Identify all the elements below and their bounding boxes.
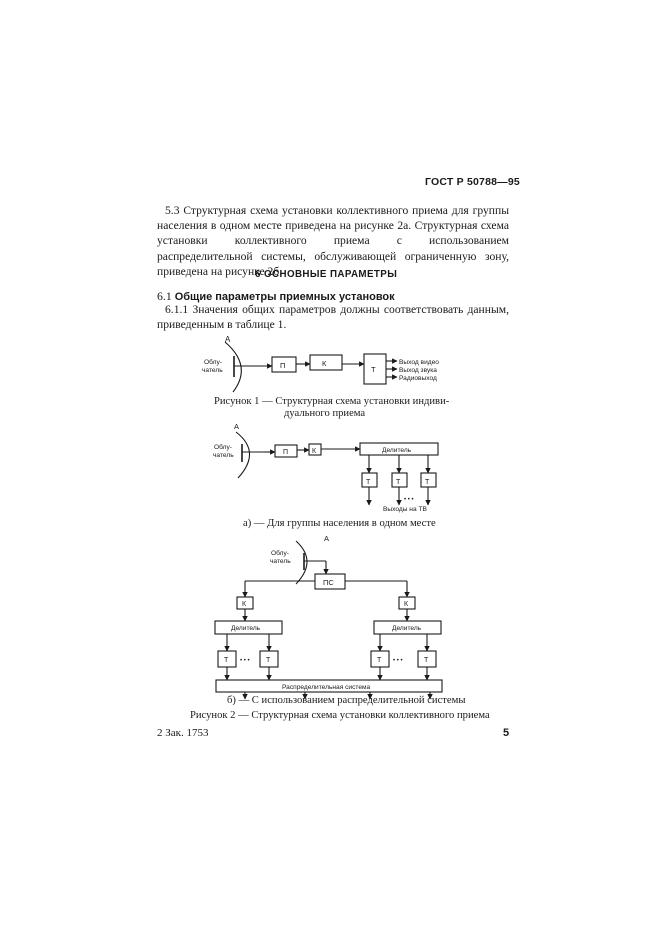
paragraph-6-1-1: 6.1.1 Значения общих параметров должны соответствовать данным, приведенным в таблице 1. — [157, 303, 509, 332]
fig2a-label-a: А — [234, 422, 240, 431]
footer-page-number: 5 — [503, 727, 510, 739]
fig1-label-p: П — [280, 361, 286, 370]
fig2b-label-t4: Т — [424, 657, 429, 664]
fig2a-label-irradiator-2: чатель — [213, 452, 234, 459]
fig2b-label-k-left: К — [242, 601, 247, 608]
fig2b-label-ps: ПС — [323, 578, 334, 587]
fig2a-label-t2: Т — [396, 479, 401, 486]
fig2b-label-t1: Т — [224, 657, 229, 664]
fig1-label-out-radio: Радиовыход — [399, 375, 437, 382]
figure-2b — [215, 541, 442, 699]
footer-order-number: 2 Зак. 1753 — [157, 727, 209, 739]
fig1-label-a: А — [225, 335, 231, 344]
fig2a-label-t1: Т — [366, 479, 371, 486]
fig2b-label-k-right: К — [404, 601, 409, 608]
figure-2-caption: Рисунок 2 — Структурная схема установки коллективного приема — [190, 710, 490, 721]
fig1-label-t: Т — [371, 365, 376, 374]
fig2a-label-irradiator-1: Облу- — [214, 444, 232, 451]
fig2b-label-divider-right: Делитель — [392, 625, 422, 632]
fig2b-dots-right: • • • — [393, 658, 403, 664]
fig2a-label-divider: Делитель — [382, 447, 412, 454]
fig1-label-k: К — [322, 359, 327, 368]
fig2b-label-divider-left: Делитель — [231, 625, 261, 632]
fig2a-dots: • • • — [404, 497, 414, 503]
figure-1-caption-line-1: Рисунок 1 — Структурная схема установки индиви- — [214, 396, 450, 407]
fig2a-label-outputs: Выходы на ТВ — [383, 506, 427, 513]
figure-2a-caption: а) — Для группы населения в одном месте — [243, 518, 436, 529]
figure-1-caption-line-2: дуального приема — [284, 408, 366, 419]
fig2b-label-a: А — [324, 534, 330, 543]
fig2b-dish-icon — [296, 541, 307, 584]
fig2a-label-t3: Т — [425, 479, 430, 486]
figure-2b-caption: б) — С использованием распределительной системы — [227, 695, 466, 706]
fig1-dish-icon — [225, 342, 241, 392]
standard-number: ГОСТ Р 50788—95 — [425, 176, 520, 188]
fig2b-label-irradiator-1: Облу- — [271, 550, 289, 557]
fig2b-label-t3: Т — [377, 657, 382, 664]
paragraph-5-3: 5.3 Структурная схема установки коллективного приема для группы населения в одном месте приведена на рисунке 2а. Структурная схема установки коллективного приема с использованием распределительной системы, обслуживающей ограниченную зону, приведена на рисунке 2б. — [157, 204, 509, 278]
fig2b-dots-left: • • • — [240, 658, 250, 664]
subsection-6-1-number: 6.1 — [157, 289, 172, 303]
fig1-label-irradiator-2: чатель — [202, 367, 223, 374]
fig1-label-out-video: Выход видео — [399, 359, 439, 366]
subsection-6-1-title: Общие параметры приемных установок — [174, 291, 395, 303]
fig1-label-irradiator-1: Облу- — [204, 359, 222, 366]
fig2a-label-p: П — [283, 449, 289, 456]
fig2b-label-t2: Т — [266, 657, 271, 664]
figure-2a — [236, 432, 438, 505]
fig2b-label-irradiator-2: чатель — [270, 558, 291, 565]
fig2b-label-distribution: Распределительная система — [282, 684, 371, 691]
section-heading-6: 6 ОСНОВНЫЕ ПАРАМЕТРЫ — [255, 269, 398, 280]
fig1-label-out-audio: Выход звука — [399, 367, 437, 374]
fig2a-label-k: К — [312, 448, 317, 455]
